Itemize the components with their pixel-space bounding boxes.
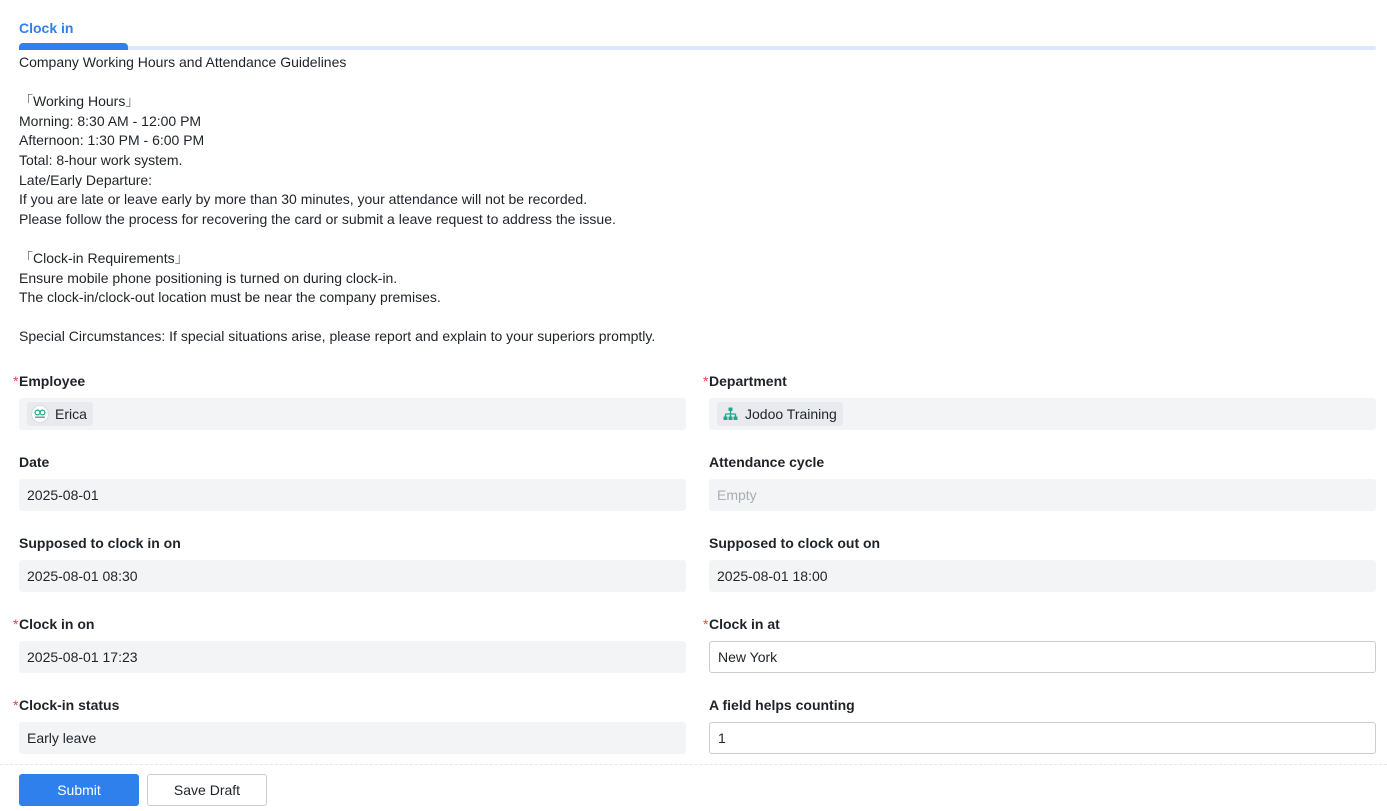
description-line: Company Working Hours and Attendance Guidelines [19, 54, 347, 70]
description-line: Late/Early Departure: [19, 171, 153, 188]
submit-button[interactable]: Submit [19, 774, 139, 806]
avatar-icon [31, 405, 49, 423]
clock-in-at-input[interactable]: New York [709, 641, 1376, 673]
supposed-clock-in-value: 2025-08-01 08:30 [19, 560, 686, 592]
counting-field-label: A field helps counting [709, 697, 855, 713]
clock-in-at-field [703, 614, 1376, 673]
description-line [19, 229, 1376, 249]
tab-clock-in[interactable]: Clock in [19, 20, 74, 36]
clock-in-status-value: Early leave [19, 722, 686, 754]
date-field [19, 452, 686, 511]
description-line: Afternoon: 1:30 PM - 6:00 PM [19, 132, 205, 149]
description-line [19, 73, 1376, 93]
attendance-cycle-field [709, 452, 1376, 511]
clock-in-on-value: 2025-08-01 17:23 [19, 641, 686, 673]
clock-in-on-field [13, 614, 686, 673]
footer-divider [0, 764, 1387, 765]
department-value-box [709, 398, 1376, 430]
supposed-clock-out-field [709, 533, 1376, 592]
required-mark: * [13, 373, 19, 389]
tab-bar [19, 0, 1376, 51]
required-mark: * [703, 373, 709, 389]
form-description [19, 53, 1376, 347]
description-line: Please follow the process for recovering the card or submit a leave request to address the issue. [19, 210, 616, 227]
supposed-clock-in-label: Supposed to clock in on [19, 535, 181, 551]
tab-active-indicator [19, 43, 128, 50]
employee-field [13, 371, 686, 430]
description-line: The clock-in/clock-out location must be near the company premises. [19, 289, 441, 306]
description-line: Morning: 8:30 AM - 12:00 PM [19, 112, 202, 129]
employee-label: Employee [19, 373, 86, 389]
counting-field-input[interactable]: 1 [709, 722, 1376, 754]
tab-track [19, 46, 1376, 50]
department-label: Department [709, 373, 787, 389]
description-line: Ensure mobile phone positioning is turned on during clock-in. [19, 269, 398, 286]
counting-field [709, 695, 1376, 754]
attendance-cycle-value: Empty [709, 479, 1376, 511]
required-mark: * [13, 697, 19, 713]
required-mark: * [703, 616, 709, 632]
description-line [19, 308, 1376, 328]
employee-chip [27, 402, 93, 426]
attendance-cycle-label: Attendance cycle [709, 454, 825, 470]
clock-in-status-label: Clock-in status [19, 697, 120, 713]
description-line: 「Clock-in Requirements」 [19, 249, 189, 266]
department-chip [717, 402, 843, 426]
date-value: 2025-08-01 [19, 479, 686, 511]
clock-in-status-field [13, 695, 686, 754]
description-line: Total: 8-hour work system. [19, 151, 183, 168]
supposed-clock-in-field [19, 533, 686, 592]
department-field [703, 371, 1376, 430]
supposed-clock-out-value: 2025-08-01 18:00 [709, 560, 1376, 592]
clock-in-at-label: Clock in at [709, 616, 780, 632]
clock-in-on-label: Clock in on [19, 616, 95, 632]
save-draft-button[interactable]: Save Draft [147, 774, 267, 806]
description-line: 「Working Hours」 [19, 93, 140, 110]
employee-name: Erica [55, 406, 87, 422]
description-line: Special Circumstances: If special situations arise, please report and explain to your superiors promptly. [19, 328, 656, 345]
date-label: Date [19, 454, 50, 470]
employee-value-box [19, 398, 686, 430]
org-chart-icon [721, 405, 739, 423]
department-name: Jodoo Training [745, 406, 837, 422]
required-mark: * [13, 616, 19, 632]
description-line: If you are late or leave early by more than 30 minutes, your attendance will not be recorded. [19, 191, 588, 208]
supposed-clock-out-label: Supposed to clock out on [709, 535, 881, 551]
